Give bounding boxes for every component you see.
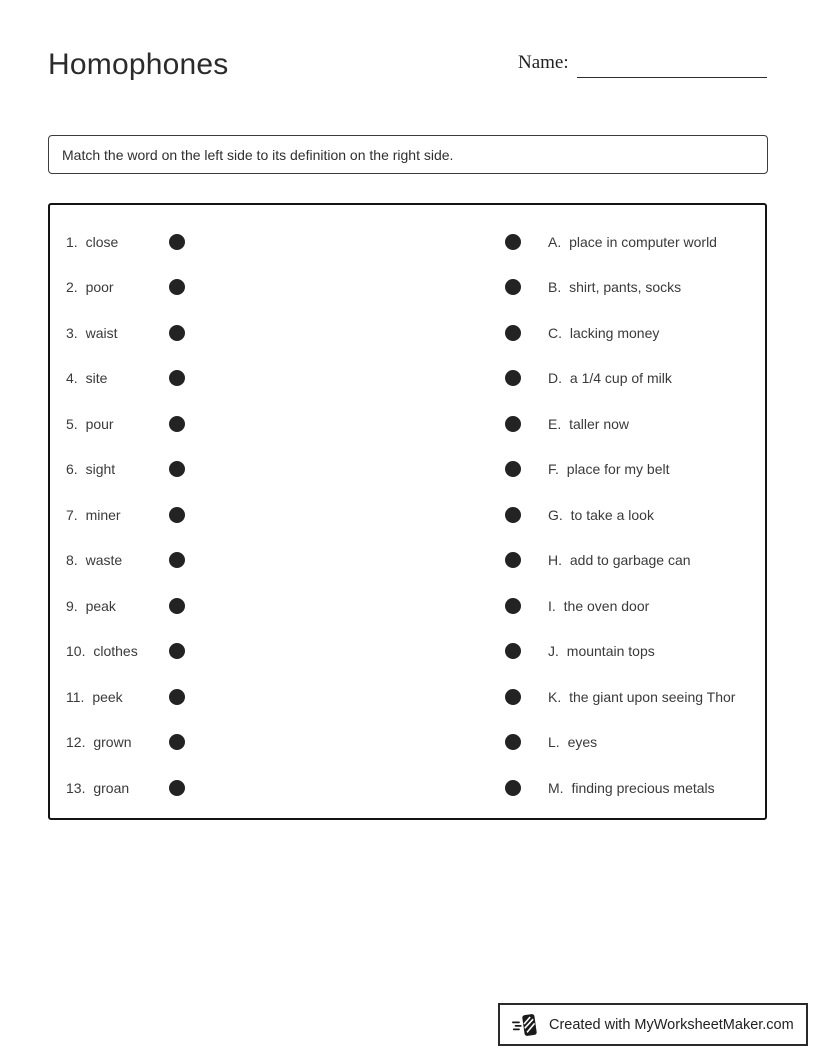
left-word-cell — [66, 643, 169, 659]
left-item-number: 1. — [66, 233, 78, 250]
left-match-dot[interactable] — [169, 370, 185, 386]
left-match-dot[interactable] — [169, 552, 185, 568]
right-definition-cell — [548, 780, 715, 796]
match-row — [50, 356, 765, 402]
right-match-dot[interactable] — [505, 734, 521, 750]
left-match-dot[interactable] — [169, 416, 185, 432]
right-item-text: eyes — [563, 734, 598, 751]
match-row — [50, 674, 765, 720]
left-item-word: grown — [89, 734, 132, 751]
right-definition-cell — [548, 416, 629, 432]
right-item-text: to take a look — [566, 506, 654, 523]
match-row — [50, 310, 765, 356]
left-word-cell — [66, 234, 169, 250]
right-item-text: add to garbage can — [566, 552, 691, 569]
left-match-dot[interactable] — [169, 598, 185, 614]
match-row — [50, 447, 765, 493]
left-word-cell — [66, 552, 169, 568]
left-item-number: 13. — [66, 779, 86, 796]
left-match-dot[interactable] — [169, 643, 185, 659]
left-item-word: pour — [81, 415, 114, 432]
right-item-text: the giant upon seeing Thor — [565, 688, 736, 705]
match-row — [50, 492, 765, 538]
left-match-dot[interactable] — [169, 461, 185, 477]
right-item-letter: K. — [548, 688, 562, 705]
right-match-dot[interactable] — [505, 325, 521, 341]
footer-credit-badge[interactable] — [498, 1003, 808, 1046]
right-item-letter: D. — [548, 370, 562, 387]
right-definition-cell — [548, 598, 649, 614]
left-item-number: 12. — [66, 734, 86, 751]
right-item-letter: B. — [548, 279, 562, 296]
left-item-word: sight — [81, 461, 116, 478]
left-item-word: peak — [81, 597, 116, 614]
right-definition-cell — [548, 507, 654, 523]
instructions-box — [48, 135, 768, 174]
left-match-dot[interactable] — [169, 325, 185, 341]
match-row — [50, 219, 765, 265]
left-item-word: poor — [81, 279, 114, 296]
left-item-number: 10. — [66, 643, 86, 660]
right-match-dot[interactable] — [505, 598, 521, 614]
myworksheetmaker-logo-icon — [512, 1011, 540, 1039]
right-item-text: a 1/4 cup of milk — [566, 370, 672, 387]
right-definition-cell — [548, 234, 717, 250]
left-match-dot[interactable] — [169, 234, 185, 250]
match-row — [50, 538, 765, 584]
left-item-word: site — [81, 370, 108, 387]
right-match-dot[interactable] — [505, 780, 521, 796]
left-item-number: 9. — [66, 597, 78, 614]
left-item-word: clothes — [89, 643, 138, 660]
match-row — [50, 629, 765, 675]
left-word-cell — [66, 370, 169, 386]
left-match-dot[interactable] — [169, 734, 185, 750]
left-item-number: 7. — [66, 506, 78, 523]
right-item-text: shirt, pants, socks — [565, 279, 682, 296]
right-item-text: place in computer world — [565, 233, 717, 250]
right-item-text: mountain tops — [562, 643, 655, 660]
right-definition-cell — [548, 461, 670, 477]
left-word-cell — [66, 461, 169, 477]
right-definition-cell — [548, 689, 735, 705]
right-item-letter: A. — [548, 233, 562, 250]
left-word-cell — [66, 416, 169, 432]
matching-exercise — [48, 203, 767, 820]
right-match-dot[interactable] — [505, 279, 521, 295]
right-match-dot[interactable] — [505, 507, 521, 523]
left-word-cell — [66, 279, 169, 295]
left-word-cell — [66, 689, 169, 705]
name-label: Name: — [518, 52, 569, 73]
right-match-dot[interactable] — [505, 234, 521, 250]
left-word-cell — [66, 780, 169, 796]
match-row — [50, 401, 765, 447]
right-item-letter: E. — [548, 415, 562, 432]
left-word-cell — [66, 507, 169, 523]
right-item-text: finding precious metals — [567, 779, 715, 796]
left-item-word: close — [81, 233, 119, 250]
right-match-dot[interactable] — [505, 552, 521, 568]
left-match-dot[interactable] — [169, 689, 185, 705]
left-item-word: waste — [81, 552, 123, 569]
left-word-cell — [66, 734, 169, 750]
page-title: Homophones — [48, 48, 229, 81]
right-item-letter: L. — [548, 734, 560, 751]
right-definition-cell — [548, 734, 597, 750]
left-item-word: miner — [81, 506, 121, 523]
right-item-letter: J. — [548, 643, 559, 660]
left-item-number: 2. — [66, 279, 78, 296]
left-item-number: 6. — [66, 461, 78, 478]
right-definition-cell — [548, 552, 691, 568]
instructions-text: Match the word on the left side to its definition on the right side. — [62, 146, 454, 163]
left-item-word: groan — [89, 779, 130, 796]
left-word-cell — [66, 325, 169, 341]
right-match-dot[interactable] — [505, 370, 521, 386]
right-definition-cell — [548, 643, 655, 659]
left-item-number: 8. — [66, 552, 78, 569]
left-word-cell — [66, 598, 169, 614]
footer-credit-text[interactable]: Created with MyWorksheetMaker.com — [549, 1016, 794, 1033]
right-match-dot[interactable] — [505, 689, 521, 705]
right-definition-cell — [548, 325, 659, 341]
left-match-dot[interactable] — [169, 780, 185, 796]
right-item-text: taller now — [565, 415, 630, 432]
right-match-dot[interactable] — [505, 416, 521, 432]
left-item-word: waist — [81, 324, 118, 341]
right-item-letter: C. — [548, 324, 562, 341]
right-item-text: place for my belt — [562, 461, 670, 478]
left-item-number: 4. — [66, 370, 78, 387]
left-match-dot[interactable] — [169, 507, 185, 523]
match-row — [50, 765, 765, 811]
right-item-letter: I. — [548, 597, 556, 614]
left-item-number: 5. — [66, 415, 78, 432]
left-match-dot[interactable] — [169, 279, 185, 295]
right-item-letter: F. — [548, 461, 559, 478]
right-item-text: the oven door — [559, 597, 650, 614]
right-definition-cell — [548, 279, 681, 295]
name-blank-line[interactable] — [577, 56, 767, 78]
left-item-number: 3. — [66, 324, 78, 341]
right-match-dot[interactable] — [505, 461, 521, 477]
right-definition-cell — [548, 370, 672, 386]
right-match-dot[interactable] — [505, 643, 521, 659]
left-item-number: 11. — [66, 688, 85, 705]
name-field — [518, 52, 767, 74]
right-item-letter: H. — [548, 552, 562, 569]
match-row — [50, 265, 765, 311]
right-item-letter: G. — [548, 506, 563, 523]
right-item-text: lacking money — [566, 324, 660, 341]
right-item-letter: M. — [548, 779, 564, 796]
left-item-word: peek — [88, 688, 123, 705]
match-row — [50, 720, 765, 766]
match-row — [50, 583, 765, 629]
